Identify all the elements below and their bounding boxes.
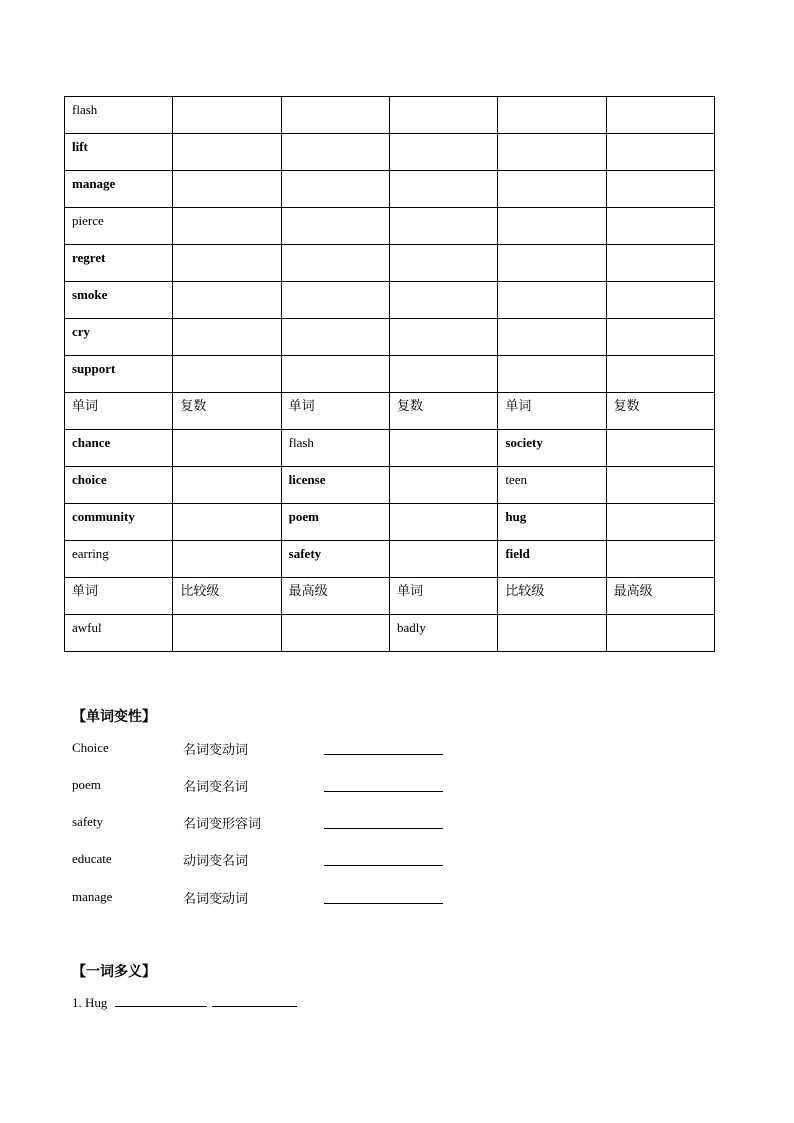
answer-cell[interactable]: [281, 208, 389, 245]
answer-cell[interactable]: [173, 171, 281, 208]
answer-cell[interactable]: [173, 615, 281, 652]
answer-cell[interactable]: [173, 541, 281, 578]
cell-text: 比较级: [505, 584, 545, 599]
table-cell: [281, 504, 389, 541]
answer-cell[interactable]: [498, 282, 606, 319]
table-cell: [606, 393, 714, 430]
answer-cell[interactable]: [173, 134, 281, 171]
answer-cell[interactable]: [389, 208, 497, 245]
answer-cell[interactable]: [606, 504, 714, 541]
table-cell: [65, 504, 173, 541]
table-row: [65, 245, 715, 282]
answer-cell[interactable]: [389, 282, 497, 319]
table-cell: [281, 393, 389, 430]
table-cell: [281, 430, 389, 467]
cell-text: awful: [72, 620, 102, 635]
table-cell: [173, 578, 281, 615]
polysemy-item: [72, 994, 297, 1011]
cell-text: lift: [72, 139, 88, 154]
cell-text: 单词: [72, 584, 99, 599]
answer-cell[interactable]: [389, 171, 497, 208]
answer-cell[interactable]: [498, 319, 606, 356]
answer-cell[interactable]: [281, 245, 389, 282]
cell-text: earring: [72, 546, 109, 561]
answer-cell[interactable]: [498, 208, 606, 245]
answer-cell[interactable]: [606, 356, 714, 393]
table-cell: [65, 467, 173, 504]
word-change-task: 名词变形容词: [183, 817, 262, 832]
table-cell: [389, 393, 497, 430]
cell-text: teen: [505, 472, 527, 487]
cell-text: safety: [288, 546, 322, 561]
word-change-task: 名词变动词: [183, 892, 249, 907]
table-cell: [65, 134, 173, 171]
answer-blank[interactable]: [324, 828, 443, 829]
answer-cell[interactable]: [173, 245, 281, 282]
table-cell: [173, 393, 281, 430]
word-change-word: educate: [72, 851, 112, 866]
table-cell: [65, 245, 173, 282]
answer-cell[interactable]: [281, 615, 389, 652]
answer-cell[interactable]: [389, 134, 497, 171]
cell-text: 比较级: [180, 584, 220, 599]
cell-text: field: [505, 546, 530, 561]
answer-cell[interactable]: [389, 541, 497, 578]
answer-cell[interactable]: [606, 430, 714, 467]
answer-cell[interactable]: [606, 467, 714, 504]
table-row: [65, 319, 715, 356]
answer-cell[interactable]: [606, 97, 714, 134]
table-cell: [65, 319, 173, 356]
cell-text: 复数: [180, 399, 207, 414]
answer-cell[interactable]: [281, 97, 389, 134]
cell-text: 最高级: [288, 584, 328, 599]
word-change-task: 名词变动词: [183, 743, 249, 758]
cell-text: poem: [288, 509, 319, 524]
table-row: [65, 208, 715, 245]
answer-cell[interactable]: [498, 134, 606, 171]
answer-cell[interactable]: [606, 541, 714, 578]
vocabulary-table: [64, 96, 715, 652]
table-cell: [498, 541, 606, 578]
table-cell: [65, 208, 173, 245]
answer-cell[interactable]: [606, 245, 714, 282]
answer-cell[interactable]: [498, 356, 606, 393]
table-row: [65, 578, 715, 615]
table-cell: [389, 578, 497, 615]
table-row: [65, 356, 715, 393]
answer-cell[interactable]: [173, 97, 281, 134]
table-cell: [606, 578, 714, 615]
answer-cell[interactable]: [498, 171, 606, 208]
table-cell: [498, 430, 606, 467]
cell-text: manage: [72, 176, 116, 191]
table-row: [65, 134, 715, 171]
table-cell: [498, 393, 606, 430]
word-change-word: manage: [72, 889, 113, 904]
cell-text: community: [72, 509, 135, 524]
answer-blank[interactable]: [324, 754, 443, 755]
answer-cell[interactable]: [173, 356, 281, 393]
cell-text: cry: [72, 324, 91, 339]
answer-blank[interactable]: [324, 865, 443, 866]
cell-text: support: [72, 361, 116, 376]
answer-cell[interactable]: [173, 208, 281, 245]
table-cell: [65, 393, 173, 430]
table-cell: [498, 467, 606, 504]
table-row: [65, 504, 715, 541]
cell-text: pierce: [72, 213, 104, 228]
table-cell: [65, 615, 173, 652]
table-cell: [65, 541, 173, 578]
cell-text: 复数: [613, 399, 640, 414]
cell-text: flash: [72, 102, 98, 117]
word-change-task: 名词变名词: [183, 780, 249, 795]
answer-cell[interactable]: [606, 134, 714, 171]
cell-text: hug: [505, 509, 527, 524]
answer-cell[interactable]: [606, 615, 714, 652]
answer-cell[interactable]: [389, 97, 497, 134]
word-change-title: 【单词变性】: [72, 709, 156, 725]
answer-cell[interactable]: [173, 319, 281, 356]
answer-blank[interactable]: [324, 903, 443, 904]
table-cell: [281, 578, 389, 615]
cell-text: 单词: [396, 584, 423, 599]
table-cell: [498, 578, 606, 615]
answer-blank[interactable]: [324, 791, 443, 792]
answer-cell[interactable]: [281, 134, 389, 171]
answer-cell[interactable]: [606, 171, 714, 208]
polysemy-item-label: 1. Hug: [72, 995, 108, 1010]
cell-text: license: [288, 472, 326, 487]
cell-text: society: [505, 435, 543, 450]
table-cell: [65, 430, 173, 467]
table-cell: [65, 97, 173, 134]
cell-text: smoke: [72, 287, 108, 302]
cell-text: chance: [72, 435, 111, 450]
answer-cell[interactable]: [389, 430, 497, 467]
word-change-word: Choice: [72, 740, 109, 755]
answer-cell[interactable]: [173, 504, 281, 541]
cell-text: choice: [72, 472, 107, 487]
table-cell: [65, 282, 173, 319]
table-row: [65, 282, 715, 319]
table-cell: [281, 467, 389, 504]
answer-cell[interactable]: [389, 467, 497, 504]
cell-text: 最高级: [613, 584, 653, 599]
table-cell: [65, 578, 173, 615]
polysemy-title: 【一词多义】: [72, 964, 156, 980]
answer-cell[interactable]: [281, 171, 389, 208]
cell-text: badly: [396, 620, 426, 635]
answer-cell[interactable]: [281, 319, 389, 356]
answer-cell[interactable]: [498, 245, 606, 282]
answer-cell[interactable]: [498, 97, 606, 134]
table-cell: [389, 615, 497, 652]
answer-cell[interactable]: [389, 356, 497, 393]
answer-cell[interactable]: [389, 245, 497, 282]
answer-cell[interactable]: [173, 282, 281, 319]
answer-cell[interactable]: [173, 467, 281, 504]
table-row: [65, 430, 715, 467]
answer-cell[interactable]: [389, 504, 497, 541]
cell-text: regret: [72, 250, 106, 265]
answer-blank[interactable]: [115, 994, 207, 1007]
word-change-task: 动词变名词: [183, 854, 249, 869]
cell-text: 单词: [505, 399, 532, 414]
answer-cell[interactable]: [606, 319, 714, 356]
table-row: [65, 541, 715, 578]
answer-cell[interactable]: [389, 319, 497, 356]
answer-cell[interactable]: [498, 615, 606, 652]
answer-cell[interactable]: [606, 208, 714, 245]
table-cell: [65, 171, 173, 208]
table-row: [65, 615, 715, 652]
table-cell: [281, 541, 389, 578]
table-cell: [65, 356, 173, 393]
word-change-word: safety: [72, 814, 104, 829]
cell-text: 单词: [72, 399, 99, 414]
answer-cell[interactable]: [606, 282, 714, 319]
table-cell: [498, 504, 606, 541]
answer-cell[interactable]: [173, 430, 281, 467]
answer-cell[interactable]: [281, 356, 389, 393]
table-row: [65, 393, 715, 430]
answer-cell[interactable]: [281, 282, 389, 319]
table-row: [65, 467, 715, 504]
cell-text: 复数: [396, 399, 423, 414]
cell-text: 单词: [288, 399, 315, 414]
cell-text: flash: [288, 435, 314, 450]
answer-blank[interactable]: [212, 994, 297, 1007]
table-row: [65, 171, 715, 208]
word-change-word: poem: [72, 777, 101, 792]
table-row: [65, 97, 715, 134]
